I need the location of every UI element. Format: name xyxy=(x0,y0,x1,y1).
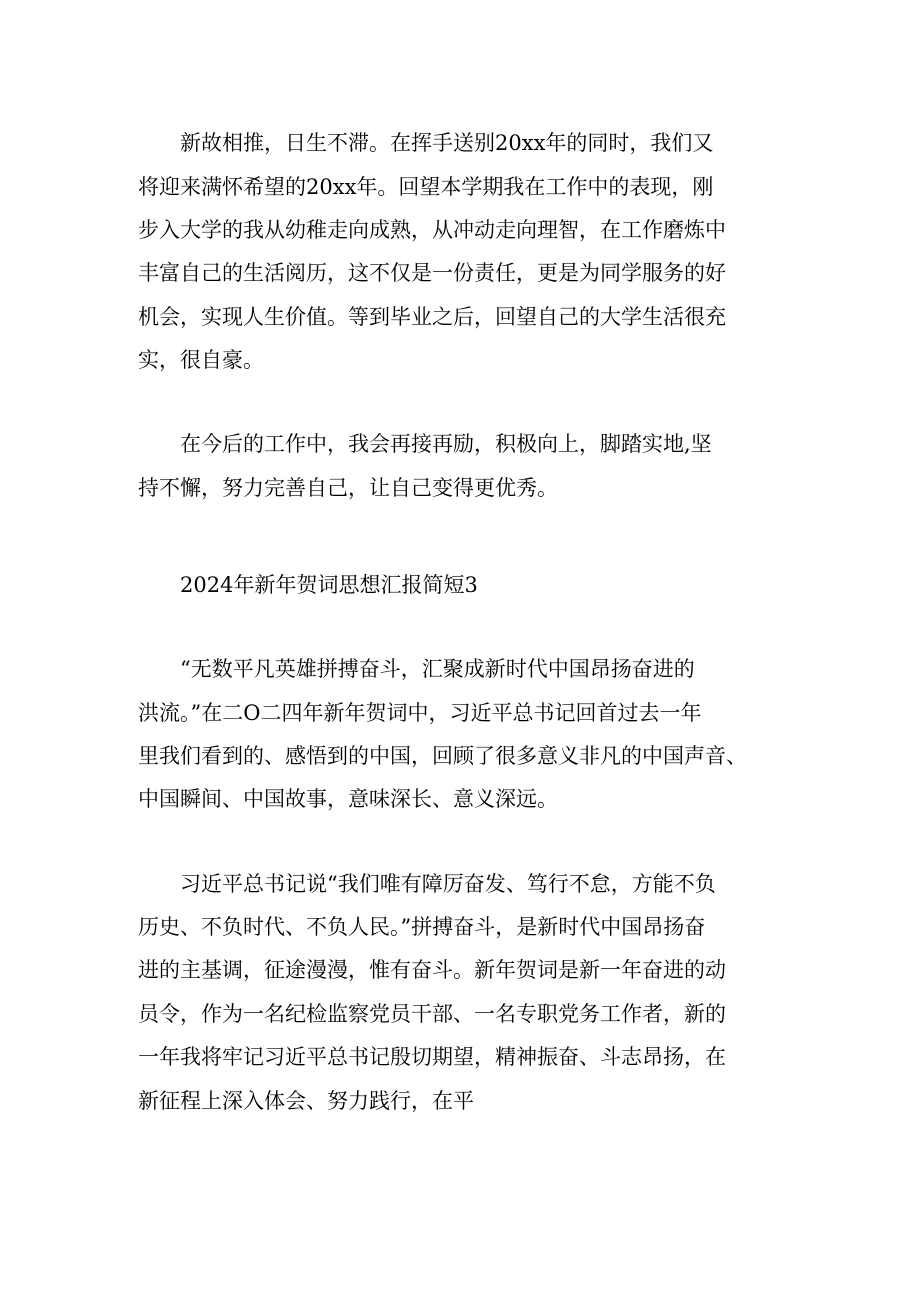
paragraph-3-line: 中国瞬间、中国故事，意味深长、意义深远。 xyxy=(138,787,558,811)
paragraph-1-line: 机会，实现人生价值。等到毕业之后，回望自己的大学生活很充 xyxy=(138,305,726,329)
paragraph-4-line: 新征程上深入体会、努力践行，在平 xyxy=(138,1089,474,1113)
paragraph-1-line: 将迎来满怀希望的20xx年。回望本学期我在工作中的表现，刚 xyxy=(138,175,714,199)
paragraph-1-line: 步入大学的我从幼稚走向成熟，从冲动走向理智，在工作磨炼中 xyxy=(138,218,726,242)
paragraph-4-line: 员令，作为一名纪检监察党员干部、一名专职党务工作者，新的 xyxy=(138,1002,726,1026)
paragraph-3-line: 里我们看到的、感悟到的中国，回顾了很多意义非凡的中国声音、 xyxy=(138,744,747,768)
paragraph-4-line: 一年我将牢记习近平总书记殷切期望，精神振奋、斗志昂扬，在 xyxy=(138,1045,726,1069)
section-heading: 2024年新年贺词思想汇报简短3 xyxy=(138,573,478,597)
paragraph-1-line: 实，很自豪。 xyxy=(138,348,264,372)
paragraph-3-line: 洪流。”在二O二四年新年贺词中，习近平总书记回首过去一年 xyxy=(138,701,702,725)
paragraph-4-line: 进的主基调，征途漫漫，惟有奋斗。新年贺词是新一年奋进的动 xyxy=(138,958,726,982)
paragraph-2-line: 在今后的工作中，我会再接再励，积极向上，脚踏实地,坚 xyxy=(138,432,712,456)
paragraph-3-line: “无数平凡英雄拼搏奋斗，汇聚成新时代中国昂扬奋进的 xyxy=(138,657,695,681)
paragraph-1-line: 新故相推，日生不滞。在挥手送别20xx年的同时，我们又 xyxy=(138,131,714,155)
paragraph-2-line: 持不懈，努力完善自己，让自己变得更优秀。 xyxy=(138,476,558,500)
paragraph-1-line: 丰富自己的生活阅历，这不仅是一份责任，更是为同学服务的好 xyxy=(138,261,726,285)
paragraph-4-line: 习近平总书记说“我们唯有障厉奋发、笃行不怠，方能不负 xyxy=(138,872,716,896)
paragraph-4-line: 历史、不负时代、不负人民。”拼搏奋斗，是新时代中国昂扬奋 xyxy=(138,915,706,939)
